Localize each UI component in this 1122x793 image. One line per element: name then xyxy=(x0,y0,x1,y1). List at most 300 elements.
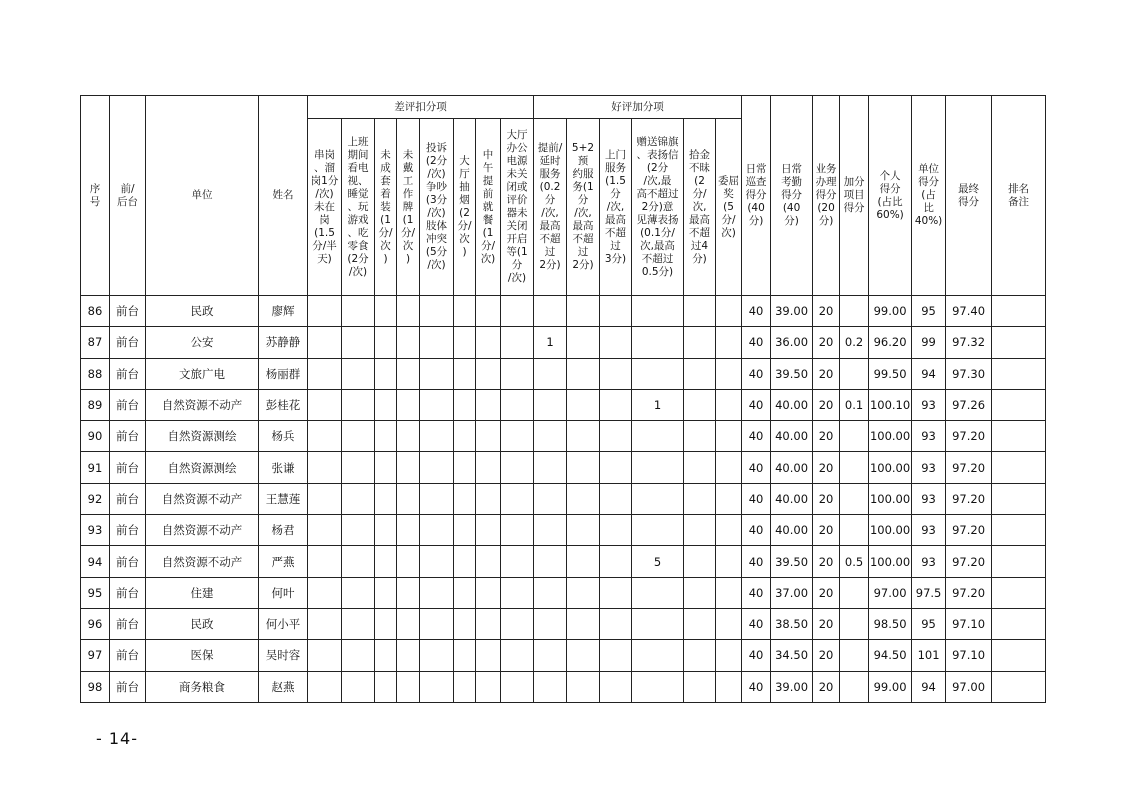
cell-bonus-item xyxy=(840,608,869,639)
cell-mark xyxy=(375,327,397,358)
cell-bonus-item xyxy=(840,671,869,702)
cell-mark xyxy=(476,421,501,452)
cell-seq: 91 xyxy=(81,452,110,483)
col-unit-header: 单位 xyxy=(146,96,259,296)
col-final-header: 最终 得分 xyxy=(946,96,992,296)
cell-final: 97.10 xyxy=(946,608,992,639)
cell-mark xyxy=(454,671,476,702)
cell-patrol: 40 xyxy=(742,421,771,452)
cell-remark xyxy=(992,671,1046,702)
cell-mark xyxy=(534,452,567,483)
cell-mark xyxy=(501,640,534,671)
cell-mark xyxy=(397,452,420,483)
cell-patrol: 40 xyxy=(742,389,771,420)
col-attendance-header: 日常 考勤 得分 (40 分) xyxy=(771,96,813,296)
cell-mark xyxy=(476,515,501,546)
cell-final: 97.20 xyxy=(946,515,992,546)
cell-seq: 86 xyxy=(81,296,110,327)
cell-final: 97.20 xyxy=(946,421,992,452)
cell-mark xyxy=(454,296,476,327)
cell-desk: 前台 xyxy=(110,389,146,420)
cell-final: 97.20 xyxy=(946,546,992,577)
cell-mark xyxy=(632,608,684,639)
bonus-col-header: 委屈 奖 (5 分/ 次) xyxy=(716,119,742,296)
score-table xyxy=(80,95,1046,703)
cell-mark xyxy=(632,515,684,546)
cell-unit-score: 93 xyxy=(912,546,946,577)
cell-mark xyxy=(600,546,632,577)
cell-mark xyxy=(600,389,632,420)
cell-bonus-item xyxy=(840,483,869,514)
cell-unit: 文旅广电 xyxy=(146,358,259,389)
cell-desk: 前台 xyxy=(110,640,146,671)
cell-seq: 90 xyxy=(81,421,110,452)
cell-mark xyxy=(375,358,397,389)
cell-mark xyxy=(454,640,476,671)
cell-mark xyxy=(567,421,600,452)
cell-mark xyxy=(397,483,420,514)
deduct-col-header: 中 午 提 前 就 餐 (1 分/ 次) xyxy=(476,119,501,296)
header-group-row xyxy=(81,96,1046,119)
cell-unit-score: 94 xyxy=(912,671,946,702)
cell-mark xyxy=(375,546,397,577)
cell-attendance: 39.00 xyxy=(771,671,813,702)
bonus-group-header: 好评加分项 xyxy=(534,96,742,119)
cell-personal: 99.00 xyxy=(869,671,912,702)
cell-bonus-item xyxy=(840,577,869,608)
cell-mark xyxy=(308,546,342,577)
cell-unit: 医保 xyxy=(146,640,259,671)
cell-mark xyxy=(684,296,716,327)
table-row xyxy=(81,421,1046,452)
cell-mark xyxy=(567,483,600,514)
cell-seq: 95 xyxy=(81,577,110,608)
cell-attendance: 40.00 xyxy=(771,421,813,452)
cell-mark xyxy=(684,546,716,577)
cell-mark xyxy=(600,327,632,358)
cell-mark xyxy=(375,577,397,608)
cell-mark xyxy=(600,671,632,702)
cell-unit: 民政 xyxy=(146,608,259,639)
cell-business: 20 xyxy=(813,358,840,389)
cell-unit: 自然资源不动产 xyxy=(146,389,259,420)
cell-mark xyxy=(397,515,420,546)
cell-mark xyxy=(534,608,567,639)
cell-mark xyxy=(684,577,716,608)
cell-mark xyxy=(534,389,567,420)
table-row xyxy=(81,389,1046,420)
cell-mark xyxy=(684,358,716,389)
cell-mark xyxy=(397,608,420,639)
cell-mark xyxy=(308,327,342,358)
cell-remark xyxy=(992,608,1046,639)
cell-mark xyxy=(476,608,501,639)
cell-mark xyxy=(308,389,342,420)
table-row xyxy=(81,640,1046,671)
cell-patrol: 40 xyxy=(742,577,771,608)
cell-mark xyxy=(375,671,397,702)
cell-unit: 公安 xyxy=(146,327,259,358)
cell-mark xyxy=(501,358,534,389)
col-remark-header: 排名 备注 xyxy=(992,96,1046,296)
cell-unit-score: 93 xyxy=(912,421,946,452)
cell-mark xyxy=(632,577,684,608)
cell-mark xyxy=(308,671,342,702)
cell-mark xyxy=(420,483,454,514)
cell-attendance: 37.00 xyxy=(771,577,813,608)
cell-name: 何叶 xyxy=(259,577,308,608)
cell-mark xyxy=(308,640,342,671)
cell-patrol: 40 xyxy=(742,358,771,389)
cell-mark xyxy=(716,389,742,420)
cell-mark xyxy=(375,452,397,483)
cell-mark xyxy=(632,327,684,358)
table-row xyxy=(81,608,1046,639)
cell-mark xyxy=(501,296,534,327)
cell-mark: 1 xyxy=(632,389,684,420)
cell-final: 97.40 xyxy=(946,296,992,327)
table-row xyxy=(81,515,1046,546)
cell-desk: 前台 xyxy=(110,327,146,358)
cell-unit-score: 93 xyxy=(912,483,946,514)
cell-mark xyxy=(534,640,567,671)
cell-mark xyxy=(420,577,454,608)
cell-desk: 前台 xyxy=(110,296,146,327)
cell-mark xyxy=(567,327,600,358)
cell-mark xyxy=(454,515,476,546)
cell-mark xyxy=(375,483,397,514)
cell-personal: 96.20 xyxy=(869,327,912,358)
cell-mark xyxy=(716,577,742,608)
cell-mark xyxy=(567,608,600,639)
cell-mark xyxy=(501,483,534,514)
cell-name: 吴时容 xyxy=(259,640,308,671)
cell-mark xyxy=(716,671,742,702)
cell-desk: 前台 xyxy=(110,452,146,483)
cell-seq: 87 xyxy=(81,327,110,358)
cell-mark xyxy=(684,389,716,420)
cell-mark: 1 xyxy=(534,327,567,358)
cell-mark xyxy=(420,671,454,702)
cell-final: 97.20 xyxy=(946,452,992,483)
cell-attendance: 36.00 xyxy=(771,327,813,358)
cell-mark xyxy=(600,452,632,483)
cell-name: 严燕 xyxy=(259,546,308,577)
cell-seq: 88 xyxy=(81,358,110,389)
cell-mark xyxy=(342,327,375,358)
cell-mark xyxy=(375,421,397,452)
cell-mark xyxy=(342,515,375,546)
deduct-col-header: 大 厅 抽 烟 (2 分/ 次 ) xyxy=(454,119,476,296)
cell-mark xyxy=(716,296,742,327)
cell-unit: 自然资源不动产 xyxy=(146,515,259,546)
cell-mark xyxy=(420,608,454,639)
cell-mark xyxy=(534,358,567,389)
cell-mark xyxy=(716,483,742,514)
cell-mark xyxy=(632,640,684,671)
cell-mark xyxy=(454,546,476,577)
cell-business: 20 xyxy=(813,389,840,420)
cell-mark xyxy=(454,327,476,358)
cell-mark xyxy=(476,452,501,483)
cell-personal: 99.50 xyxy=(869,358,912,389)
cell-mark xyxy=(375,515,397,546)
cell-attendance: 38.50 xyxy=(771,608,813,639)
cell-mark xyxy=(454,452,476,483)
cell-name: 张谦 xyxy=(259,452,308,483)
table-row xyxy=(81,671,1046,702)
cell-name: 何小平 xyxy=(259,608,308,639)
cell-mark xyxy=(397,327,420,358)
cell-mark xyxy=(342,608,375,639)
cell-desk: 前台 xyxy=(110,546,146,577)
cell-remark xyxy=(992,640,1046,671)
table-row xyxy=(81,327,1046,358)
table-header xyxy=(81,96,1046,296)
cell-mark xyxy=(420,546,454,577)
cell-mark xyxy=(716,452,742,483)
cell-bonus-item xyxy=(840,515,869,546)
cell-mark xyxy=(567,515,600,546)
cell-seq: 92 xyxy=(81,483,110,514)
table-row xyxy=(81,483,1046,514)
cell-unit: 自然资源测绘 xyxy=(146,421,259,452)
cell-mark xyxy=(600,640,632,671)
cell-mark xyxy=(600,296,632,327)
cell-mark xyxy=(342,671,375,702)
cell-mark xyxy=(534,577,567,608)
cell-mark xyxy=(476,389,501,420)
cell-mark xyxy=(632,421,684,452)
cell-mark xyxy=(684,608,716,639)
cell-mark xyxy=(567,546,600,577)
cell-mark xyxy=(420,421,454,452)
cell-mark xyxy=(600,483,632,514)
table-row xyxy=(81,296,1046,327)
cell-patrol: 40 xyxy=(742,640,771,671)
bonus-col-header: 提前/ 延时 服务 (0.2 分 /次, 最高 不超 过 2分) xyxy=(534,119,567,296)
deduct-col-header: 大厅 办公 电源 未关 闭或 评价 器未 关闭 开启 等(1 分 /次) xyxy=(501,119,534,296)
cell-bonus-item xyxy=(840,640,869,671)
cell-bonus-item: 0.1 xyxy=(840,389,869,420)
cell-mark xyxy=(342,640,375,671)
cell-remark xyxy=(992,358,1046,389)
cell-mark xyxy=(454,608,476,639)
cell-mark xyxy=(501,546,534,577)
cell-remark xyxy=(992,577,1046,608)
cell-unit-score: 95 xyxy=(912,608,946,639)
cell-mark xyxy=(342,389,375,420)
cell-mark xyxy=(342,483,375,514)
cell-name: 彭桂花 xyxy=(259,389,308,420)
cell-mark xyxy=(684,327,716,358)
cell-desk: 前台 xyxy=(110,515,146,546)
cell-mark xyxy=(342,546,375,577)
cell-mark xyxy=(501,577,534,608)
cell-name: 赵燕 xyxy=(259,671,308,702)
cell-mark xyxy=(308,452,342,483)
cell-mark xyxy=(684,452,716,483)
cell-mark xyxy=(397,577,420,608)
cell-desk: 前台 xyxy=(110,421,146,452)
cell-mark xyxy=(420,640,454,671)
cell-attendance: 39.50 xyxy=(771,546,813,577)
cell-mark xyxy=(308,515,342,546)
cell-unit: 民政 xyxy=(146,296,259,327)
bonus-col-header: 拾金 不昧 (2 分/ 次, 最高 不超 过4 分) xyxy=(684,119,716,296)
cell-remark xyxy=(992,389,1046,420)
cell-final: 97.30 xyxy=(946,358,992,389)
cell-mark xyxy=(567,389,600,420)
cell-mark xyxy=(534,296,567,327)
cell-seq: 89 xyxy=(81,389,110,420)
cell-unit-score: 97.5 xyxy=(912,577,946,608)
cell-mark xyxy=(632,358,684,389)
cell-mark xyxy=(420,296,454,327)
cell-bonus-item xyxy=(840,452,869,483)
cell-mark xyxy=(476,327,501,358)
cell-mark xyxy=(567,452,600,483)
cell-mark xyxy=(501,327,534,358)
cell-personal: 97.00 xyxy=(869,577,912,608)
cell-mark xyxy=(308,608,342,639)
cell-mark xyxy=(567,358,600,389)
cell-mark xyxy=(342,452,375,483)
cell-mark xyxy=(600,515,632,546)
cell-mark xyxy=(420,327,454,358)
cell-mark xyxy=(600,421,632,452)
cell-mark xyxy=(632,671,684,702)
cell-mark xyxy=(454,358,476,389)
cell-desk: 前台 xyxy=(110,358,146,389)
cell-mark xyxy=(684,671,716,702)
cell-mark xyxy=(684,421,716,452)
cell-mark xyxy=(632,483,684,514)
cell-mark xyxy=(397,296,420,327)
cell-mark xyxy=(501,452,534,483)
cell-personal: 98.50 xyxy=(869,608,912,639)
cell-desk: 前台 xyxy=(110,577,146,608)
cell-personal: 100.00 xyxy=(869,515,912,546)
cell-attendance: 40.00 xyxy=(771,452,813,483)
cell-unit-score: 95 xyxy=(912,296,946,327)
cell-unit-score: 93 xyxy=(912,452,946,483)
cell-mark xyxy=(567,296,600,327)
cell-attendance: 34.50 xyxy=(771,640,813,671)
cell-mark xyxy=(716,608,742,639)
cell-business: 20 xyxy=(813,640,840,671)
table-body xyxy=(81,296,1046,703)
cell-seq: 93 xyxy=(81,515,110,546)
col-desk-header: 前/ 后台 xyxy=(110,96,146,296)
cell-mark xyxy=(342,577,375,608)
cell-desk: 前台 xyxy=(110,483,146,514)
cell-mark xyxy=(397,546,420,577)
col-name-header: 姓名 xyxy=(259,96,308,296)
cell-mark xyxy=(397,640,420,671)
cell-unit-score: 99 xyxy=(912,327,946,358)
cell-mark xyxy=(716,421,742,452)
cell-mark xyxy=(476,483,501,514)
cell-attendance: 40.00 xyxy=(771,483,813,514)
cell-mark xyxy=(375,608,397,639)
cell-mark xyxy=(454,577,476,608)
cell-patrol: 40 xyxy=(742,546,771,577)
cell-mark xyxy=(567,671,600,702)
cell-final: 97.26 xyxy=(946,389,992,420)
cell-business: 20 xyxy=(813,483,840,514)
cell-personal: 100.00 xyxy=(869,452,912,483)
deduct-col-header: 投诉 (2分 /次) 争吵 (3分 /次) 肢体 冲突 (5分 /次) xyxy=(420,119,454,296)
cell-seq: 97 xyxy=(81,640,110,671)
cell-unit-score: 101 xyxy=(912,640,946,671)
cell-mark xyxy=(684,515,716,546)
cell-unit: 自然资源测绘 xyxy=(146,452,259,483)
cell-mark xyxy=(716,358,742,389)
cell-name: 杨丽群 xyxy=(259,358,308,389)
cell-mark xyxy=(600,358,632,389)
cell-mark xyxy=(632,452,684,483)
cell-name: 杨君 xyxy=(259,515,308,546)
cell-mark xyxy=(308,421,342,452)
cell-mark xyxy=(684,640,716,671)
cell-business: 20 xyxy=(813,421,840,452)
cell-business: 20 xyxy=(813,546,840,577)
cell-mark xyxy=(420,358,454,389)
deduct-col-header: 串岗 、溜 岗1分 /次) 未在 岗 (1.5 分/半 天) xyxy=(308,119,342,296)
cell-remark xyxy=(992,452,1046,483)
cell-mark xyxy=(716,327,742,358)
cell-name: 杨兵 xyxy=(259,421,308,452)
cell-attendance: 40.00 xyxy=(771,515,813,546)
col-personal-header: 个人 得分 (占比 60%) xyxy=(869,96,912,296)
cell-business: 20 xyxy=(813,515,840,546)
cell-mark xyxy=(476,296,501,327)
col-bonus-item-header: 加分 项目 得分 xyxy=(840,96,869,296)
cell-mark xyxy=(534,483,567,514)
cell-mark xyxy=(420,389,454,420)
cell-mark xyxy=(308,577,342,608)
cell-mark xyxy=(375,389,397,420)
cell-mark xyxy=(534,515,567,546)
cell-mark xyxy=(716,515,742,546)
cell-mark xyxy=(375,296,397,327)
cell-business: 20 xyxy=(813,671,840,702)
cell-unit: 商务粮食 xyxy=(146,671,259,702)
cell-final: 97.10 xyxy=(946,640,992,671)
col-patrol-header: 日常 巡查 得分 (40 分) xyxy=(742,96,771,296)
cell-mark xyxy=(342,296,375,327)
table-row xyxy=(81,546,1046,577)
cell-mark xyxy=(476,577,501,608)
cell-remark xyxy=(992,421,1046,452)
cell-unit-score: 93 xyxy=(912,515,946,546)
cell-patrol: 40 xyxy=(742,483,771,514)
cell-final: 97.32 xyxy=(946,327,992,358)
cell-seq: 96 xyxy=(81,608,110,639)
cell-mark xyxy=(397,671,420,702)
cell-mark xyxy=(501,608,534,639)
cell-mark xyxy=(420,452,454,483)
cell-mark xyxy=(375,640,397,671)
cell-attendance: 40.00 xyxy=(771,389,813,420)
cell-patrol: 40 xyxy=(742,452,771,483)
cell-attendance: 39.00 xyxy=(771,296,813,327)
cell-mark xyxy=(454,483,476,514)
cell-mark xyxy=(476,640,501,671)
cell-mark xyxy=(684,483,716,514)
cell-mark xyxy=(716,640,742,671)
